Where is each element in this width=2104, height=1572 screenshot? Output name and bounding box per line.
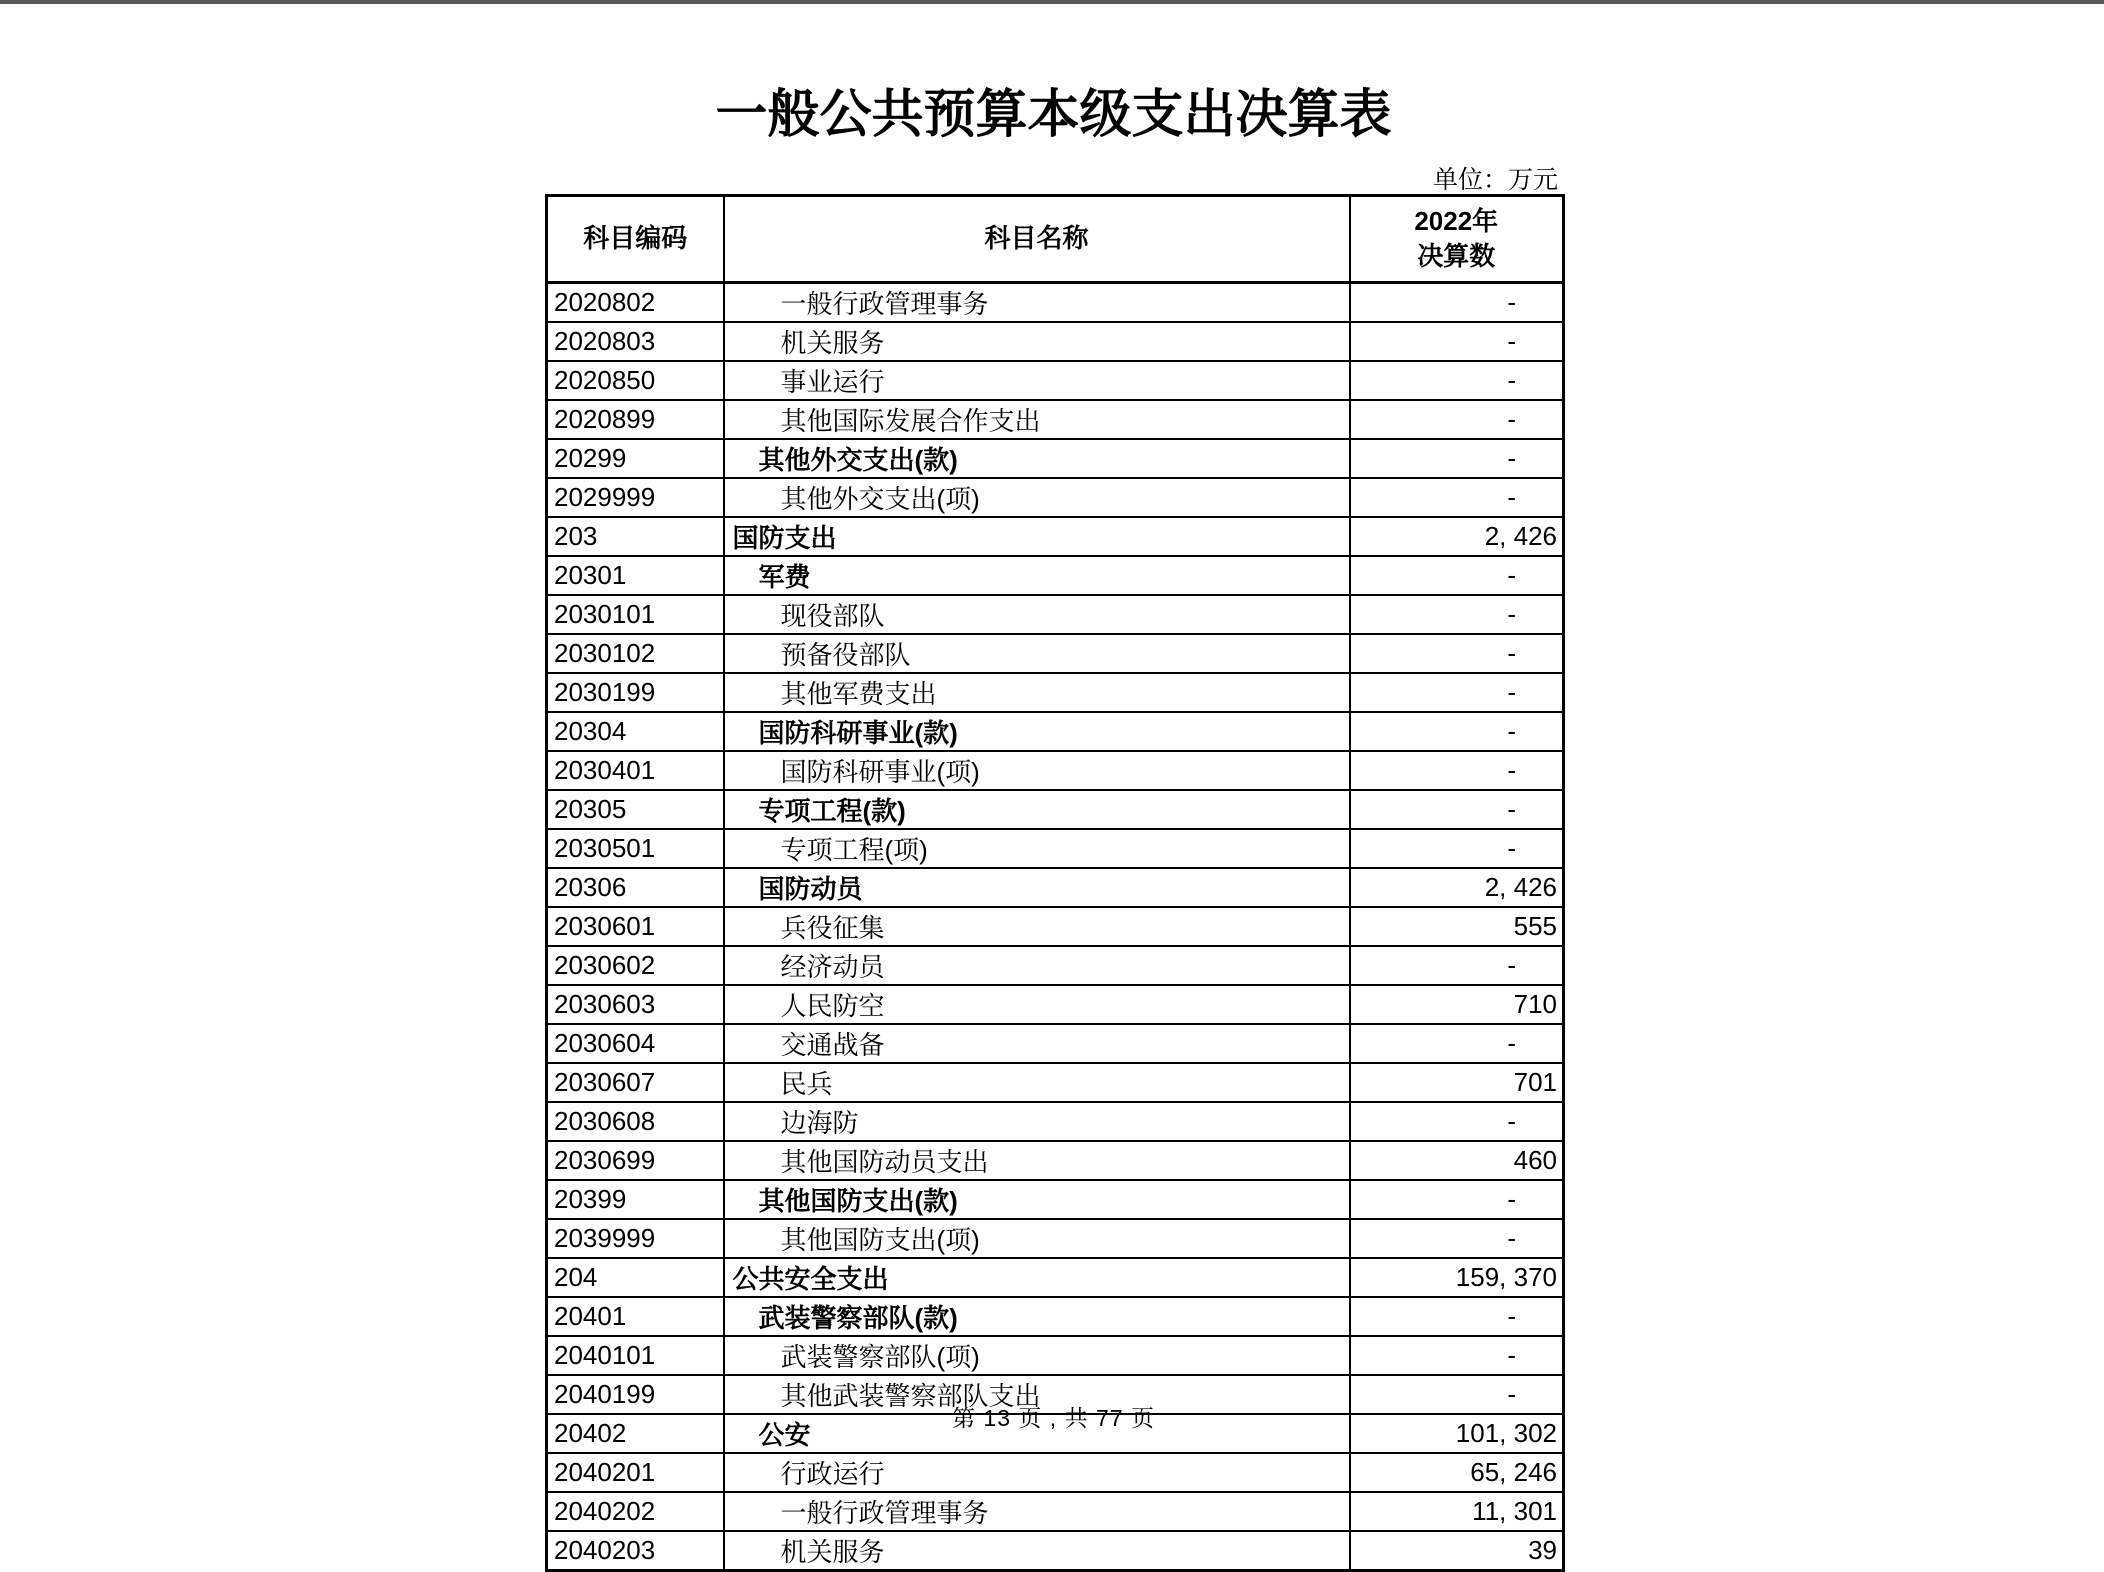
- row-name: 国防科研事业(款): [724, 712, 1350, 751]
- header-value-label: 决算数: [1417, 241, 1496, 271]
- row-code: 203: [547, 517, 724, 556]
- row-value: 460: [1350, 1141, 1564, 1180]
- row-value: 2, 426: [1350, 517, 1564, 556]
- row-name: 一般行政管理事务: [724, 283, 1350, 323]
- row-name: 国防科研事业(项): [724, 751, 1350, 790]
- row-value: -: [1350, 595, 1564, 634]
- row-code: 2030608: [547, 1102, 724, 1141]
- table-row: [547, 1258, 1564, 1297]
- row-name: 人民防空: [724, 985, 1350, 1024]
- row-code: 2040199: [547, 1375, 724, 1414]
- row-value: 2, 426: [1350, 868, 1564, 907]
- row-name: 民兵: [724, 1063, 1350, 1102]
- row-code: 20301: [547, 556, 724, 595]
- row-name: 其他国际发展合作支出: [724, 400, 1350, 439]
- row-value: 555: [1350, 907, 1564, 946]
- table-row: [547, 946, 1564, 985]
- table-row: [547, 1453, 1564, 1492]
- table-row: [547, 283, 1564, 323]
- page-footer: 第 13 页 , 共 77 页: [952, 1405, 1155, 1431]
- unit-label: 单位：万元: [1432, 166, 1558, 194]
- row-value: -: [1350, 751, 1564, 790]
- table-row: [547, 1336, 1564, 1375]
- row-code: 2030101: [547, 595, 724, 634]
- row-code: 2039999: [547, 1219, 724, 1258]
- row-value: -: [1350, 478, 1564, 517]
- row-code: 2020802: [547, 283, 724, 323]
- header-name: 科目名称: [724, 196, 1350, 283]
- table-row: [547, 907, 1564, 946]
- table-row: [547, 439, 1564, 478]
- row-name: 其他军费支出: [724, 673, 1350, 712]
- table-row: [547, 478, 1564, 517]
- row-code: 2030199: [547, 673, 724, 712]
- row-name: 其他国防支出(款): [724, 1180, 1350, 1219]
- table-row: [547, 1297, 1564, 1336]
- row-name: 公安: [724, 1414, 1350, 1453]
- table-row: [547, 829, 1564, 868]
- row-value: -: [1350, 1336, 1564, 1375]
- row-code: 2020803: [547, 322, 724, 361]
- row-code: 2030102: [547, 634, 724, 673]
- row-name: 其他国防动员支出: [724, 1141, 1350, 1180]
- table-row: [547, 1141, 1564, 1180]
- row-value: -: [1350, 1297, 1564, 1336]
- row-value: -: [1350, 439, 1564, 478]
- row-name: 经济动员: [724, 946, 1350, 985]
- row-name: 兵役征集: [724, 907, 1350, 946]
- row-code: 2030602: [547, 946, 724, 985]
- row-code: 20304: [547, 712, 724, 751]
- row-name: 国防支出: [724, 517, 1350, 556]
- row-value: -: [1350, 1180, 1564, 1219]
- row-value: -: [1350, 556, 1564, 595]
- row-name: 现役部队: [724, 595, 1350, 634]
- row-name: 军费: [724, 556, 1350, 595]
- row-value: 710: [1350, 985, 1564, 1024]
- table-row: [547, 1063, 1564, 1102]
- row-value: -: [1350, 712, 1564, 751]
- row-code: 20306: [547, 868, 724, 907]
- row-name: 其他外交支出(项): [724, 478, 1350, 517]
- row-value: 39: [1350, 1531, 1564, 1571]
- row-code: 2030401: [547, 751, 724, 790]
- row-value: -: [1350, 1024, 1564, 1063]
- header-value-year: 2022年: [1414, 205, 1499, 236]
- table-row: [547, 1531, 1564, 1571]
- row-value: -: [1350, 829, 1564, 868]
- table-row: [547, 1024, 1564, 1063]
- row-code: 2020850: [547, 361, 724, 400]
- row-value: -: [1350, 1219, 1564, 1258]
- table-row: [547, 634, 1564, 673]
- row-value: -: [1350, 361, 1564, 400]
- row-value: 11, 301: [1350, 1492, 1564, 1531]
- row-code: 2030604: [547, 1024, 724, 1063]
- row-code: 2029999: [547, 478, 724, 517]
- row-value: 65, 246: [1350, 1453, 1564, 1492]
- row-code: 20402: [547, 1414, 724, 1453]
- row-name: 预备役部队: [724, 634, 1350, 673]
- row-code: 20401: [547, 1297, 724, 1336]
- row-value: -: [1350, 946, 1564, 985]
- row-value: 159, 370: [1350, 1258, 1564, 1297]
- row-name: 机关服务: [724, 322, 1350, 361]
- header-code: 科目编码: [547, 196, 724, 283]
- header-value: [1350, 196, 1564, 283]
- table-header: [547, 196, 1564, 283]
- row-value: -: [1350, 322, 1564, 361]
- table-row: [547, 868, 1564, 907]
- row-value: -: [1350, 790, 1564, 829]
- row-code: 2030501: [547, 829, 724, 868]
- row-value: 701: [1350, 1063, 1564, 1102]
- row-name: 事业运行: [724, 361, 1350, 400]
- row-value: 101, 302: [1350, 1414, 1564, 1453]
- row-code: 2030699: [547, 1141, 724, 1180]
- row-name: 武装警察部队(项): [724, 1336, 1350, 1375]
- table-row: [547, 751, 1564, 790]
- row-name: 交通战备: [724, 1024, 1350, 1063]
- row-name: 其他外交支出(款): [724, 439, 1350, 478]
- row-code: 204: [547, 1258, 724, 1297]
- table-row: [547, 1492, 1564, 1531]
- row-value: -: [1350, 634, 1564, 673]
- row-code: 2040201: [547, 1453, 724, 1492]
- page-title: 一般公共预算本级支出决算表: [715, 86, 1392, 144]
- row-code: 2040203: [547, 1531, 724, 1571]
- row-code: 2030603: [547, 985, 724, 1024]
- row-code: 2020899: [547, 400, 724, 439]
- table-row: [547, 595, 1564, 634]
- row-code: 2030607: [547, 1063, 724, 1102]
- table-row: [547, 517, 1564, 556]
- row-code: 2030601: [547, 907, 724, 946]
- row-value: -: [1350, 673, 1564, 712]
- row-name: 其他国防支出(项): [724, 1219, 1350, 1258]
- row-name: 行政运行: [724, 1453, 1350, 1492]
- row-name: 机关服务: [724, 1531, 1350, 1571]
- row-name: 国防动员: [724, 868, 1350, 907]
- row-code: 2040202: [547, 1492, 724, 1531]
- table-row: [547, 322, 1564, 361]
- row-name: 公共安全支出: [724, 1258, 1350, 1297]
- row-name: 一般行政管理事务: [724, 1492, 1350, 1531]
- table-row: [547, 361, 1564, 400]
- table-row: [547, 556, 1564, 595]
- row-name: 边海防: [724, 1102, 1350, 1141]
- table-row: [547, 1219, 1564, 1258]
- budget-table: [545, 194, 1565, 1572]
- row-name: 其他武装警察部队支出: [724, 1375, 1350, 1414]
- table-body: [547, 283, 1564, 1571]
- row-value: -: [1350, 400, 1564, 439]
- table-row: [547, 400, 1564, 439]
- table-row: [547, 673, 1564, 712]
- table-row: [547, 790, 1564, 829]
- table-row: [547, 1180, 1564, 1219]
- row-name: 专项工程(项): [724, 829, 1350, 868]
- row-code: 2040101: [547, 1336, 724, 1375]
- row-code: 20399: [547, 1180, 724, 1219]
- header-row: [547, 196, 1564, 283]
- row-code: 20305: [547, 790, 724, 829]
- row-value: -: [1350, 1375, 1564, 1414]
- table-row: [547, 985, 1564, 1024]
- row-value: -: [1350, 1102, 1564, 1141]
- row-value: -: [1350, 283, 1564, 323]
- table-row: [547, 712, 1564, 751]
- top-rule: [0, 0, 2104, 4]
- row-name: 武装警察部队(款): [724, 1297, 1350, 1336]
- row-code: 20299: [547, 439, 724, 478]
- table-row: [547, 1102, 1564, 1141]
- row-name: 专项工程(款): [724, 790, 1350, 829]
